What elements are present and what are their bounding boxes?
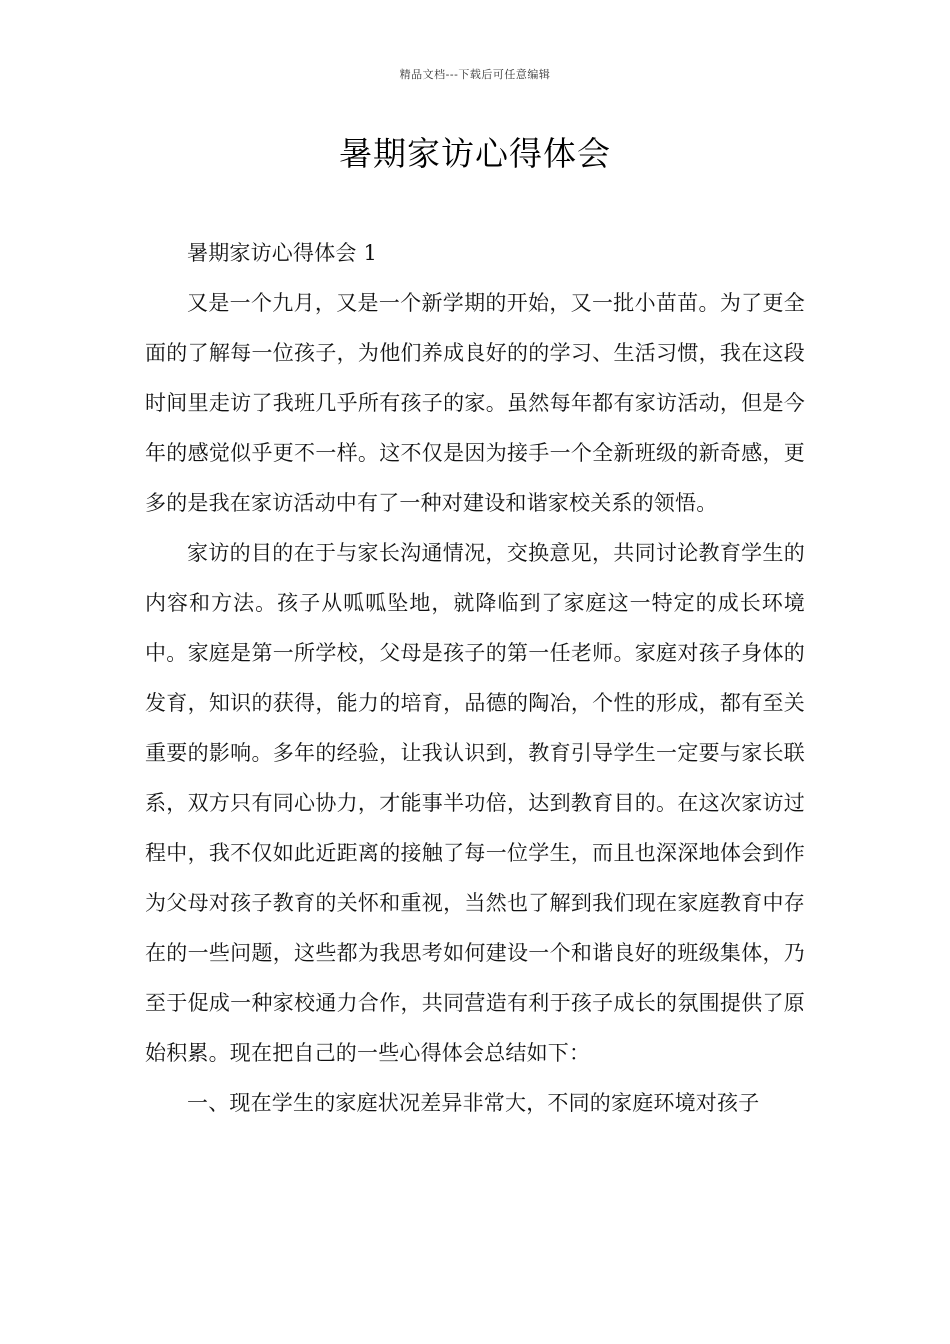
paragraph-3: 一、现在学生的家庭状况差异非常大，不同的家庭环境对孩子 bbox=[187, 1091, 760, 1115]
paragraph-1: 又是一个九月，又是一个新学期的开始，又一批小苗苗。为了更全面的了解每一位孩子，为他们养成良好的的学习、生活习惯，我在这段时间里走访了我班几乎所有孩子的家。虽然每年都有家访活动，但是今年的感觉似乎更不一样。这不仅是因为接手一个全新班级的新奇感，更多的是我在家访活动中有了一种对建设和谐家校关系的领悟。 bbox=[145, 291, 805, 515]
header-note: 精品文档---下载后可任意编辑 bbox=[399, 68, 551, 81]
section-subtitle: 暑期家访心得体会 1 bbox=[187, 241, 378, 265]
document-body bbox=[145, 228, 805, 1128]
document-title: 暑期家访心得体会 bbox=[339, 134, 611, 173]
paragraph-2: 家访的目的在于与家长沟通情况，交换意见，共同讨论教育学生的内容和方法。孩子从呱呱坠地，就降临到了家庭这一特定的成长环境中。家庭是第一所学校，父母是孩子的第一任老师。家庭对孩子身体的发育，知识的获得，能力的培育，品德的陶冶，个性的形成，都有至关重要的影响。多年的经验，让我认识到，教育引导学生一定要与家长联系，双方只有同心协力，才能事半功倍，达到教育目的。在这次家访过程中，我不仅如此近距离的接触了每一位学生，而且也深深地体会到作为父母对孩子教育的关怀和重视，当然也了解到我们现在家庭教育中存在的一些问题，这些都为我思考如何建设一个和谐良好的班级集体，乃至于促成一种家校通力合作，共同营造有利于孩子成长的氛围提供了原始积累。现在把自己的一些心得体会总结如下： bbox=[145, 541, 805, 1065]
